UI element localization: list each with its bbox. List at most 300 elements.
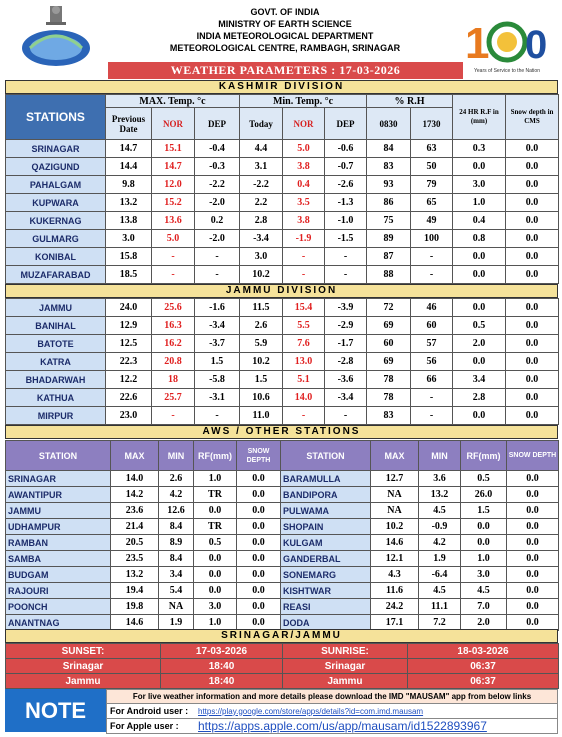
- station-name: UDHAMPUR: [6, 519, 111, 535]
- cell-value: 11.5: [240, 299, 283, 317]
- normal-value: -: [283, 248, 325, 266]
- cell-value: 0.0: [453, 407, 506, 425]
- cell-value: 3.4: [453, 371, 506, 389]
- aws-title: AWS / OTHER STATIONS: [5, 425, 558, 439]
- cell-value: 5.9: [240, 335, 283, 353]
- table-row: [6, 487, 559, 503]
- cell-value: 50: [411, 158, 453, 176]
- svg-text:1: 1: [465, 19, 490, 68]
- cell-value: 0.0: [506, 194, 559, 212]
- sunrise-label: SUNRISE:: [283, 644, 408, 659]
- cell-value: -2.9: [325, 317, 367, 335]
- cell-value: 0.0: [237, 567, 281, 583]
- kashmir-table: [5, 94, 559, 284]
- col-rh-0830: 0830: [367, 108, 411, 140]
- header-line: MINISTRY OF EARTH SCIENCE: [218, 19, 352, 29]
- station-name: JAMMU: [6, 299, 106, 317]
- cell-value: 7.0: [461, 599, 507, 615]
- sunrise-time: 06:37: [408, 659, 559, 674]
- normal-value: 15.1: [152, 140, 195, 158]
- cell-value: -: [325, 248, 367, 266]
- cell-value: 1.0: [194, 615, 237, 631]
- table-row: [6, 535, 559, 551]
- table-row: [6, 140, 559, 158]
- cell-value: NA: [371, 503, 419, 519]
- station-name: MIRPUR: [6, 407, 106, 425]
- aws-col-max: MAX: [371, 441, 419, 471]
- cell-value: 79: [411, 176, 453, 194]
- cell-value: -3.7: [195, 335, 240, 353]
- cell-value: -0.7: [325, 158, 367, 176]
- aws-col-min: MIN: [419, 441, 461, 471]
- table-row: [6, 471, 559, 487]
- cell-value: 0.5: [194, 535, 237, 551]
- cell-value: 4.2: [159, 487, 194, 503]
- cell-value: 0.0: [453, 353, 506, 371]
- cell-value: 100: [411, 230, 453, 248]
- table-row: [6, 389, 559, 407]
- cell-value: 0.0: [506, 317, 559, 335]
- table-row: [6, 248, 559, 266]
- cell-value: 0.0: [506, 353, 559, 371]
- cell-value: 83: [367, 158, 411, 176]
- cell-value: -3.4: [240, 230, 283, 248]
- cell-value: 1.5: [461, 503, 507, 519]
- apple-link[interactable]: https://apps.apple.com/us/app/mausam/id1522893967: [198, 719, 487, 733]
- station-name: REASI: [281, 599, 371, 615]
- station-name: RAMBAN: [6, 535, 111, 551]
- cell-value: 63: [411, 140, 453, 158]
- station-name: KUPWARA: [6, 194, 106, 212]
- cell-value: 1.0: [453, 194, 506, 212]
- aws-col-rf: RF(mm): [461, 441, 507, 471]
- cell-value: 0.0: [453, 299, 506, 317]
- col-today: Today: [240, 108, 283, 140]
- cell-value: 0.0: [237, 615, 281, 631]
- aws-col-max: MAX: [111, 441, 159, 471]
- cell-value: 0.0: [507, 519, 559, 535]
- cell-value: 83: [367, 407, 411, 425]
- apple-label: For Apple user :: [110, 721, 179, 731]
- cell-value: -6.4: [419, 567, 461, 583]
- cell-value: -1.7: [325, 335, 367, 353]
- normal-value: -: [152, 407, 195, 425]
- cell-value: 4.5: [419, 503, 461, 519]
- col-nor: NOR: [152, 108, 195, 140]
- cell-value: 0.0: [506, 158, 559, 176]
- page-title: WEATHER PARAMETERS : 17-03-2026: [108, 62, 463, 79]
- normal-value: 16.2: [152, 335, 195, 353]
- cell-value: 84: [367, 140, 411, 158]
- cell-value: 13.2: [111, 567, 159, 583]
- cell-value: 0.0: [237, 535, 281, 551]
- col-previous-date: Previous Date: [106, 108, 152, 140]
- cell-value: 14.2: [111, 487, 159, 503]
- cell-value: 2.2: [240, 194, 283, 212]
- cell-value: 1.9: [159, 615, 194, 631]
- normal-value: 13.0: [283, 353, 325, 371]
- normal-value: 15.2: [152, 194, 195, 212]
- cell-value: -2.0: [195, 194, 240, 212]
- android-label: For Android user :: [110, 706, 189, 716]
- cell-value: 0.2: [195, 212, 240, 230]
- station-name: POONCH: [6, 599, 111, 615]
- cell-value: 17.1: [371, 615, 419, 631]
- cell-value: 0.0: [506, 230, 559, 248]
- table-row: [6, 551, 559, 567]
- cell-value: 12.7: [371, 471, 419, 487]
- cell-value: 0.0: [506, 140, 559, 158]
- station-name: ANANTNAG: [6, 615, 111, 631]
- cell-value: 1.9: [419, 551, 461, 567]
- cell-value: 0.0: [507, 471, 559, 487]
- cell-value: 20.5: [111, 535, 159, 551]
- cell-value: 3.4: [159, 567, 194, 583]
- cell-value: 60: [367, 335, 411, 353]
- table-row: [6, 230, 559, 248]
- cell-value: -2.2: [240, 176, 283, 194]
- cell-value: 0.0: [507, 535, 559, 551]
- sunrise-time: 06:37: [408, 674, 559, 689]
- station-name: SAMBA: [6, 551, 111, 567]
- cell-value: 0.0: [506, 407, 559, 425]
- table-row: [6, 158, 559, 176]
- cell-value: TR: [194, 519, 237, 535]
- cell-value: -: [195, 407, 240, 425]
- cell-value: -3.4: [325, 389, 367, 407]
- cell-value: 4.5: [461, 583, 507, 599]
- station-name: PAHALGAM: [6, 176, 106, 194]
- station-name: SRINAGAR: [6, 471, 111, 487]
- cell-value: 0.0: [237, 471, 281, 487]
- table-row: [6, 266, 559, 284]
- cell-value: 10.2: [371, 519, 419, 535]
- sun-station: Jammu: [6, 674, 161, 689]
- cell-value: 21.4: [111, 519, 159, 535]
- sunset-label: SUNSET:: [6, 644, 161, 659]
- table-row: [6, 567, 559, 583]
- cell-value: 19.8: [111, 599, 159, 615]
- col-max-temp: MAX. Temp. °c: [106, 95, 240, 108]
- cell-value: 14.0: [111, 471, 159, 487]
- cell-value: 0.0: [194, 551, 237, 567]
- normal-value: -: [152, 266, 195, 284]
- cell-value: -0.6: [325, 140, 367, 158]
- station-name: DODA: [281, 615, 371, 631]
- header-text: [110, 6, 460, 54]
- imd-150-logo-icon: [463, 10, 551, 76]
- normal-value: 12.0: [152, 176, 195, 194]
- imd-emblem-icon: [10, 4, 102, 74]
- normal-value: 25.7: [152, 389, 195, 407]
- cell-value: -0.3: [195, 158, 240, 176]
- table-row: [6, 583, 559, 599]
- table-row: [6, 212, 559, 230]
- aws-col-station: STATION: [281, 441, 371, 471]
- cell-value: 0.0: [194, 567, 237, 583]
- cell-value: 4.4: [240, 140, 283, 158]
- cell-value: 0.0: [237, 551, 281, 567]
- aws-col-min: MIN: [159, 441, 194, 471]
- cell-value: 4.2: [419, 535, 461, 551]
- cell-value: 12.9: [106, 317, 152, 335]
- cell-value: 0.0: [506, 176, 559, 194]
- cell-value: -3.4: [195, 317, 240, 335]
- cell-value: 8.9: [159, 535, 194, 551]
- col-min-temp: Min. Temp. °c: [240, 95, 367, 108]
- sun-table: [5, 643, 559, 689]
- cell-value: -2.8: [325, 353, 367, 371]
- cell-value: 0.0: [507, 487, 559, 503]
- cell-value: 3.6: [419, 471, 461, 487]
- cell-value: -2.6: [325, 176, 367, 194]
- android-link[interactable]: https://play.google.com/store/apps/details?id=com.imd.mausam: [198, 706, 424, 716]
- cell-value: 0.0: [506, 389, 559, 407]
- station-name: BHADARWAH: [6, 371, 106, 389]
- cell-value: TR: [194, 487, 237, 503]
- table-row: [6, 503, 559, 519]
- station-name: KATHUA: [6, 389, 106, 407]
- cell-value: 88: [367, 266, 411, 284]
- cell-value: 3.0: [461, 567, 507, 583]
- cell-value: -3.1: [195, 389, 240, 407]
- cell-value: 0.0: [507, 599, 559, 615]
- apple-row: [106, 719, 558, 734]
- cell-value: 4.5: [419, 583, 461, 599]
- cell-value: 57: [411, 335, 453, 353]
- cell-value: 24.0: [106, 299, 152, 317]
- normal-value: 15.4: [283, 299, 325, 317]
- cell-value: 46: [411, 299, 453, 317]
- cell-value: 0.0: [507, 567, 559, 583]
- cell-value: 0.5: [461, 471, 507, 487]
- note-label: NOTE: [5, 689, 106, 732]
- cell-value: -: [411, 389, 453, 407]
- col-nor: NOR: [283, 108, 325, 140]
- cell-value: -0.9: [419, 519, 461, 535]
- cell-value: -3.9: [325, 299, 367, 317]
- normal-value: 25.6: [152, 299, 195, 317]
- sunset-time: 18:40: [161, 674, 283, 689]
- cell-value: 2.6: [159, 471, 194, 487]
- aws-col-rf: RF(mm): [194, 441, 237, 471]
- cell-value: 78: [367, 389, 411, 407]
- svg-text:0: 0: [525, 23, 548, 67]
- cell-value: 23.6: [111, 503, 159, 519]
- table-row: [6, 317, 559, 335]
- table-row: [6, 599, 559, 615]
- cell-value: 72: [367, 299, 411, 317]
- cell-value: 0.0: [237, 583, 281, 599]
- station-name: GULMARG: [6, 230, 106, 248]
- station-name: JAMMU: [6, 503, 111, 519]
- cell-value: 0.5: [453, 317, 506, 335]
- cell-value: -1.6: [195, 299, 240, 317]
- cell-value: 0.0: [237, 519, 281, 535]
- cell-value: 87: [367, 248, 411, 266]
- cell-value: 0.0: [506, 266, 559, 284]
- col-rh-1730: 1730: [411, 108, 453, 140]
- cell-value: -2.0: [195, 230, 240, 248]
- table-row: [6, 176, 559, 194]
- cell-value: 0.0: [453, 158, 506, 176]
- cell-value: 3.0: [240, 248, 283, 266]
- sunset-date: 17-03-2026: [161, 644, 283, 659]
- logo-caption: Years of Service to the Nation: [474, 68, 540, 74]
- table-row: [6, 519, 559, 535]
- cell-value: 24.2: [371, 599, 419, 615]
- cell-value: 9.8: [106, 176, 152, 194]
- cell-value: 0.0: [453, 266, 506, 284]
- cell-value: -3.6: [325, 371, 367, 389]
- cell-value: 0.0: [237, 487, 281, 503]
- table-row: [6, 335, 559, 353]
- cell-value: 26.0: [461, 487, 507, 503]
- cell-value: -2.2: [195, 176, 240, 194]
- header-line: GOVT. OF INDIA: [250, 7, 320, 17]
- col-dep: DEP: [325, 108, 367, 140]
- cell-value: 0.0: [461, 535, 507, 551]
- normal-value: 5.0: [152, 230, 195, 248]
- sun-station: Srinagar: [6, 659, 161, 674]
- normal-value: 14.7: [152, 158, 195, 176]
- station-name: MUZAFARABAD: [6, 266, 106, 284]
- cell-value: 12.5: [106, 335, 152, 353]
- cell-value: 1.0: [461, 551, 507, 567]
- station-name: GANDERBAL: [281, 551, 371, 567]
- aws-col-snow: SNOW DEPTH: [507, 441, 559, 471]
- aws-col-snow: SNOW DEPTH: [237, 441, 281, 471]
- cell-value: 12.2: [106, 371, 152, 389]
- cell-value: 3.0: [106, 230, 152, 248]
- cell-value: 0.0: [194, 583, 237, 599]
- aws-table: [5, 440, 559, 631]
- cell-value: 3.0: [194, 599, 237, 615]
- normal-value: -: [152, 248, 195, 266]
- cell-value: 66: [411, 371, 453, 389]
- cell-value: 2.0: [453, 335, 506, 353]
- cell-value: 2.0: [461, 615, 507, 631]
- cell-value: -1.3: [325, 194, 367, 212]
- cell-value: -0.4: [195, 140, 240, 158]
- cell-value: 11.0: [240, 407, 283, 425]
- normal-value: 16.3: [152, 317, 195, 335]
- table-row: [6, 299, 559, 317]
- cell-value: 14.6: [111, 615, 159, 631]
- station-name: SRINAGAR: [6, 140, 106, 158]
- sunrise-date: 18-03-2026: [408, 644, 559, 659]
- normal-value: 14.0: [283, 389, 325, 407]
- station-name: KUKERNAG: [6, 212, 106, 230]
- cell-value: 23.5: [111, 551, 159, 567]
- cell-value: -5.8: [195, 371, 240, 389]
- cell-value: 12.1: [371, 551, 419, 567]
- cell-value: 0.0: [506, 299, 559, 317]
- cell-value: 0.3: [453, 140, 506, 158]
- cell-value: 0.0: [453, 248, 506, 266]
- cell-value: -: [411, 407, 453, 425]
- cell-value: 0.0: [507, 503, 559, 519]
- normal-value: 3.8: [283, 158, 325, 176]
- sun-title: SRINAGAR/JAMMU: [5, 629, 558, 643]
- cell-value: 11.1: [419, 599, 461, 615]
- cell-value: 0.0: [506, 371, 559, 389]
- cell-value: -: [195, 248, 240, 266]
- cell-value: 86: [367, 194, 411, 212]
- cell-value: 75: [367, 212, 411, 230]
- station-name: KATRA: [6, 353, 106, 371]
- normal-value: 5.5: [283, 317, 325, 335]
- cell-value: 8.4: [159, 519, 194, 535]
- cell-value: 2.6: [240, 317, 283, 335]
- normal-value: -: [283, 266, 325, 284]
- normal-value: 5.0: [283, 140, 325, 158]
- cell-value: 2.8: [240, 212, 283, 230]
- station-name: SHOPAIN: [281, 519, 371, 535]
- cell-value: -: [195, 266, 240, 284]
- normal-value: 5.1: [283, 371, 325, 389]
- cell-value: 93: [367, 176, 411, 194]
- normal-value: 13.6: [152, 212, 195, 230]
- table-row: [6, 353, 559, 371]
- cell-value: 1.5: [240, 371, 283, 389]
- cell-value: 5.4: [159, 583, 194, 599]
- cell-value: 15.8: [106, 248, 152, 266]
- cell-value: 13.8: [106, 212, 152, 230]
- cell-value: 0.0: [506, 212, 559, 230]
- kashmir-division-title: KASHMIR DIVISION: [5, 80, 558, 94]
- normal-value: 7.6: [283, 335, 325, 353]
- normal-value: 18: [152, 371, 195, 389]
- cell-value: -: [411, 266, 453, 284]
- cell-value: 13.2: [419, 487, 461, 503]
- cell-value: 56: [411, 353, 453, 371]
- cell-value: 14.4: [106, 158, 152, 176]
- cell-value: 69: [367, 317, 411, 335]
- cell-value: 0.0: [507, 551, 559, 567]
- cell-value: 1.0: [194, 471, 237, 487]
- station-name: RAJOURI: [6, 583, 111, 599]
- cell-value: -: [411, 248, 453, 266]
- normal-value: 20.8: [152, 353, 195, 371]
- normal-value: 0.4: [283, 176, 325, 194]
- cell-value: 49: [411, 212, 453, 230]
- station-name: BANDIPORA: [281, 487, 371, 503]
- col-rh: % R.H: [367, 95, 453, 108]
- cell-value: NA: [159, 599, 194, 615]
- cell-value: 10.6: [240, 389, 283, 407]
- table-row: [6, 371, 559, 389]
- cell-value: 0.0: [506, 335, 559, 353]
- station-name: BARAMULLA: [281, 471, 371, 487]
- cell-value: 0.0: [507, 615, 559, 631]
- cell-value: 0.0: [506, 248, 559, 266]
- cell-value: 11.6: [371, 583, 419, 599]
- cell-value: 8.4: [159, 551, 194, 567]
- sun-station: Jammu: [283, 674, 408, 689]
- aws-col-station: STATION: [6, 441, 111, 471]
- cell-value: 22.6: [106, 389, 152, 407]
- cell-value: 1.5: [195, 353, 240, 371]
- col-snow: Snow depth in CMS: [506, 95, 559, 140]
- station-name: BUDGAM: [6, 567, 111, 583]
- cell-value: 60: [411, 317, 453, 335]
- cell-value: 18.5: [106, 266, 152, 284]
- station-name: KISHTWAR: [281, 583, 371, 599]
- cell-value: 4.3: [371, 567, 419, 583]
- header-line: METEOROLOGICAL CENTRE, RAMBAGH, SRINAGAR: [169, 43, 401, 53]
- cell-value: 12.6: [159, 503, 194, 519]
